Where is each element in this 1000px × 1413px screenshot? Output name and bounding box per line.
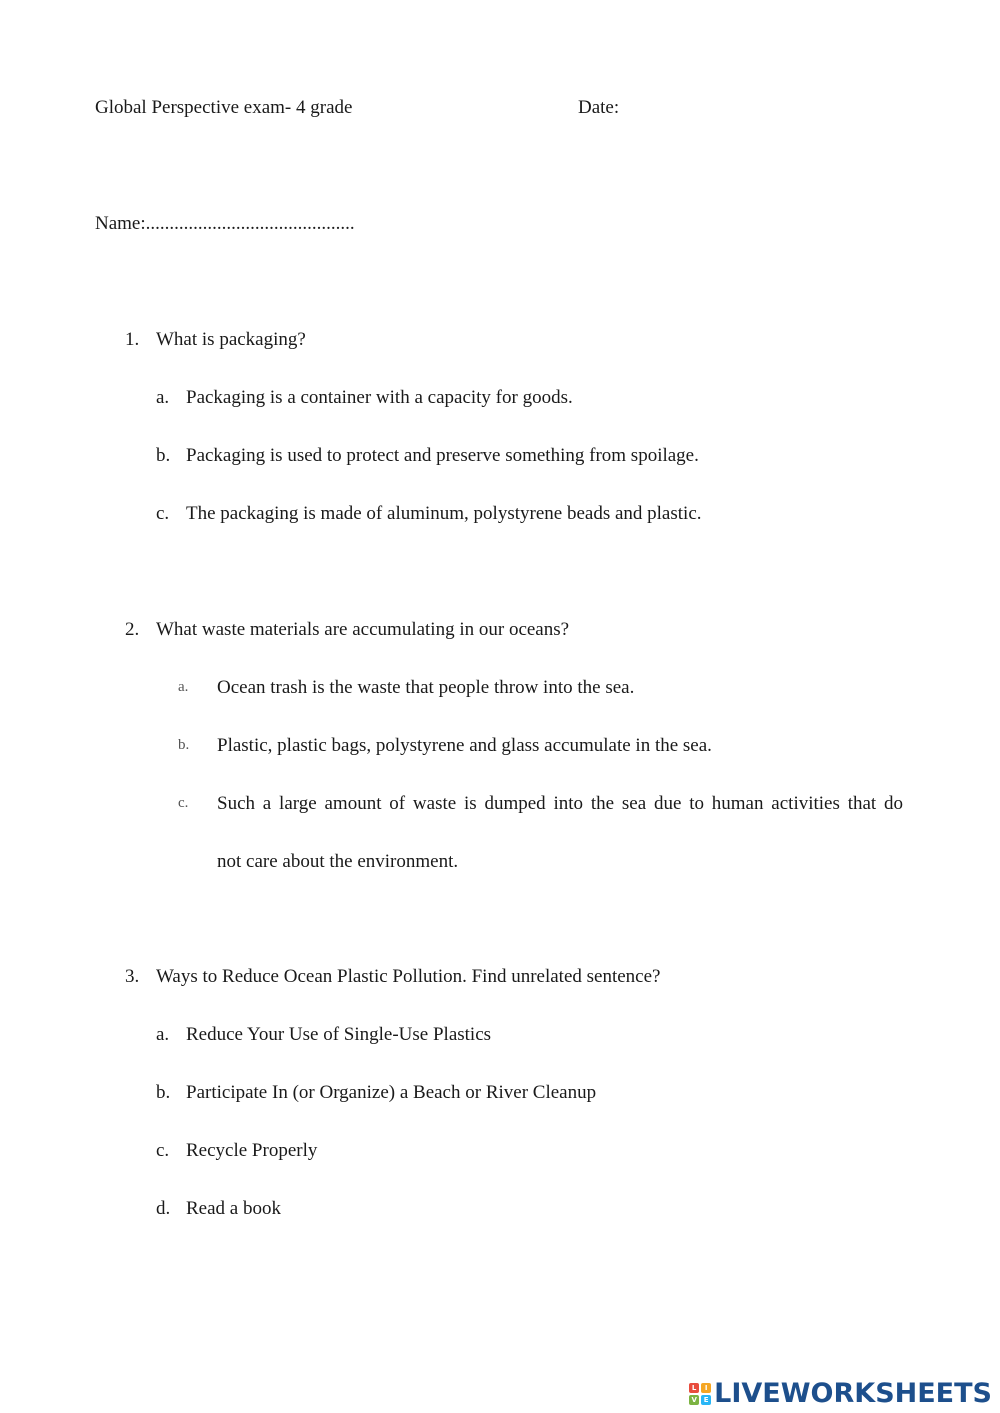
liveworksheets-logo[interactable]: [689, 1380, 992, 1407]
option-text: Ocean trash is the waste that people throw into the sea.: [217, 677, 635, 698]
option-letter: a.: [178, 679, 189, 695]
option-text: The packaging is made of aluminum, polystyrene beads and plastic.: [186, 503, 702, 524]
option-letter: c.: [156, 1140, 170, 1161]
option-letter: a.: [156, 1024, 170, 1045]
question-number: 3.: [125, 966, 140, 987]
option-letter: c.: [156, 503, 170, 524]
option-text-line-2: not care about the environment.: [217, 851, 459, 872]
option-letter: a.: [156, 387, 170, 408]
logo-text: LIVEWORKSHEETS: [714, 1378, 992, 1409]
option-letter: b.: [156, 1082, 171, 1103]
option-text: Read a book: [186, 1198, 281, 1219]
option-letter: b.: [178, 737, 190, 753]
logo-tile: I: [701, 1383, 711, 1393]
exam-title: Global Perspective exam- 4 grade: [95, 97, 353, 118]
question-number: 1.: [125, 329, 140, 350]
option-text-line-1: Such a large amount of waste is dumped into the sea due to human activities that do: [217, 793, 903, 814]
option-text: Recycle Properly: [186, 1140, 318, 1161]
option-letter: b.: [156, 445, 171, 466]
option-text: Reduce Your Use of Single-Use Plastics: [186, 1024, 492, 1045]
logo-tile: E: [701, 1395, 711, 1405]
question-text: What is packaging?: [156, 329, 306, 350]
date-label: Date:: [578, 97, 620, 118]
option-letter: c.: [178, 795, 189, 811]
option-letter: d.: [156, 1198, 171, 1219]
option-text: Packaging is a container with a capacity for goods.: [186, 387, 573, 408]
option-text: Plastic, plastic bags, polystyrene and glass accumulate in the sea.: [217, 735, 712, 756]
logo-tile: L: [689, 1383, 699, 1393]
option-text: Packaging is used to protect and preserve something from spoilage.: [186, 445, 699, 466]
logo-mark-icon: [689, 1383, 711, 1405]
option-text: Participate In (or Organize) a Beach or River Cleanup: [186, 1082, 597, 1103]
logo-tile: V: [689, 1395, 699, 1405]
question-text: Ways to Reduce Ocean Plastic Pollution. Find unrelated sentence?: [156, 966, 661, 987]
question-number: 2.: [125, 619, 140, 640]
name-field[interactable]: Name:............................................: [95, 213, 355, 234]
question-text: What waste materials are accumulating in our oceans?: [156, 619, 570, 640]
